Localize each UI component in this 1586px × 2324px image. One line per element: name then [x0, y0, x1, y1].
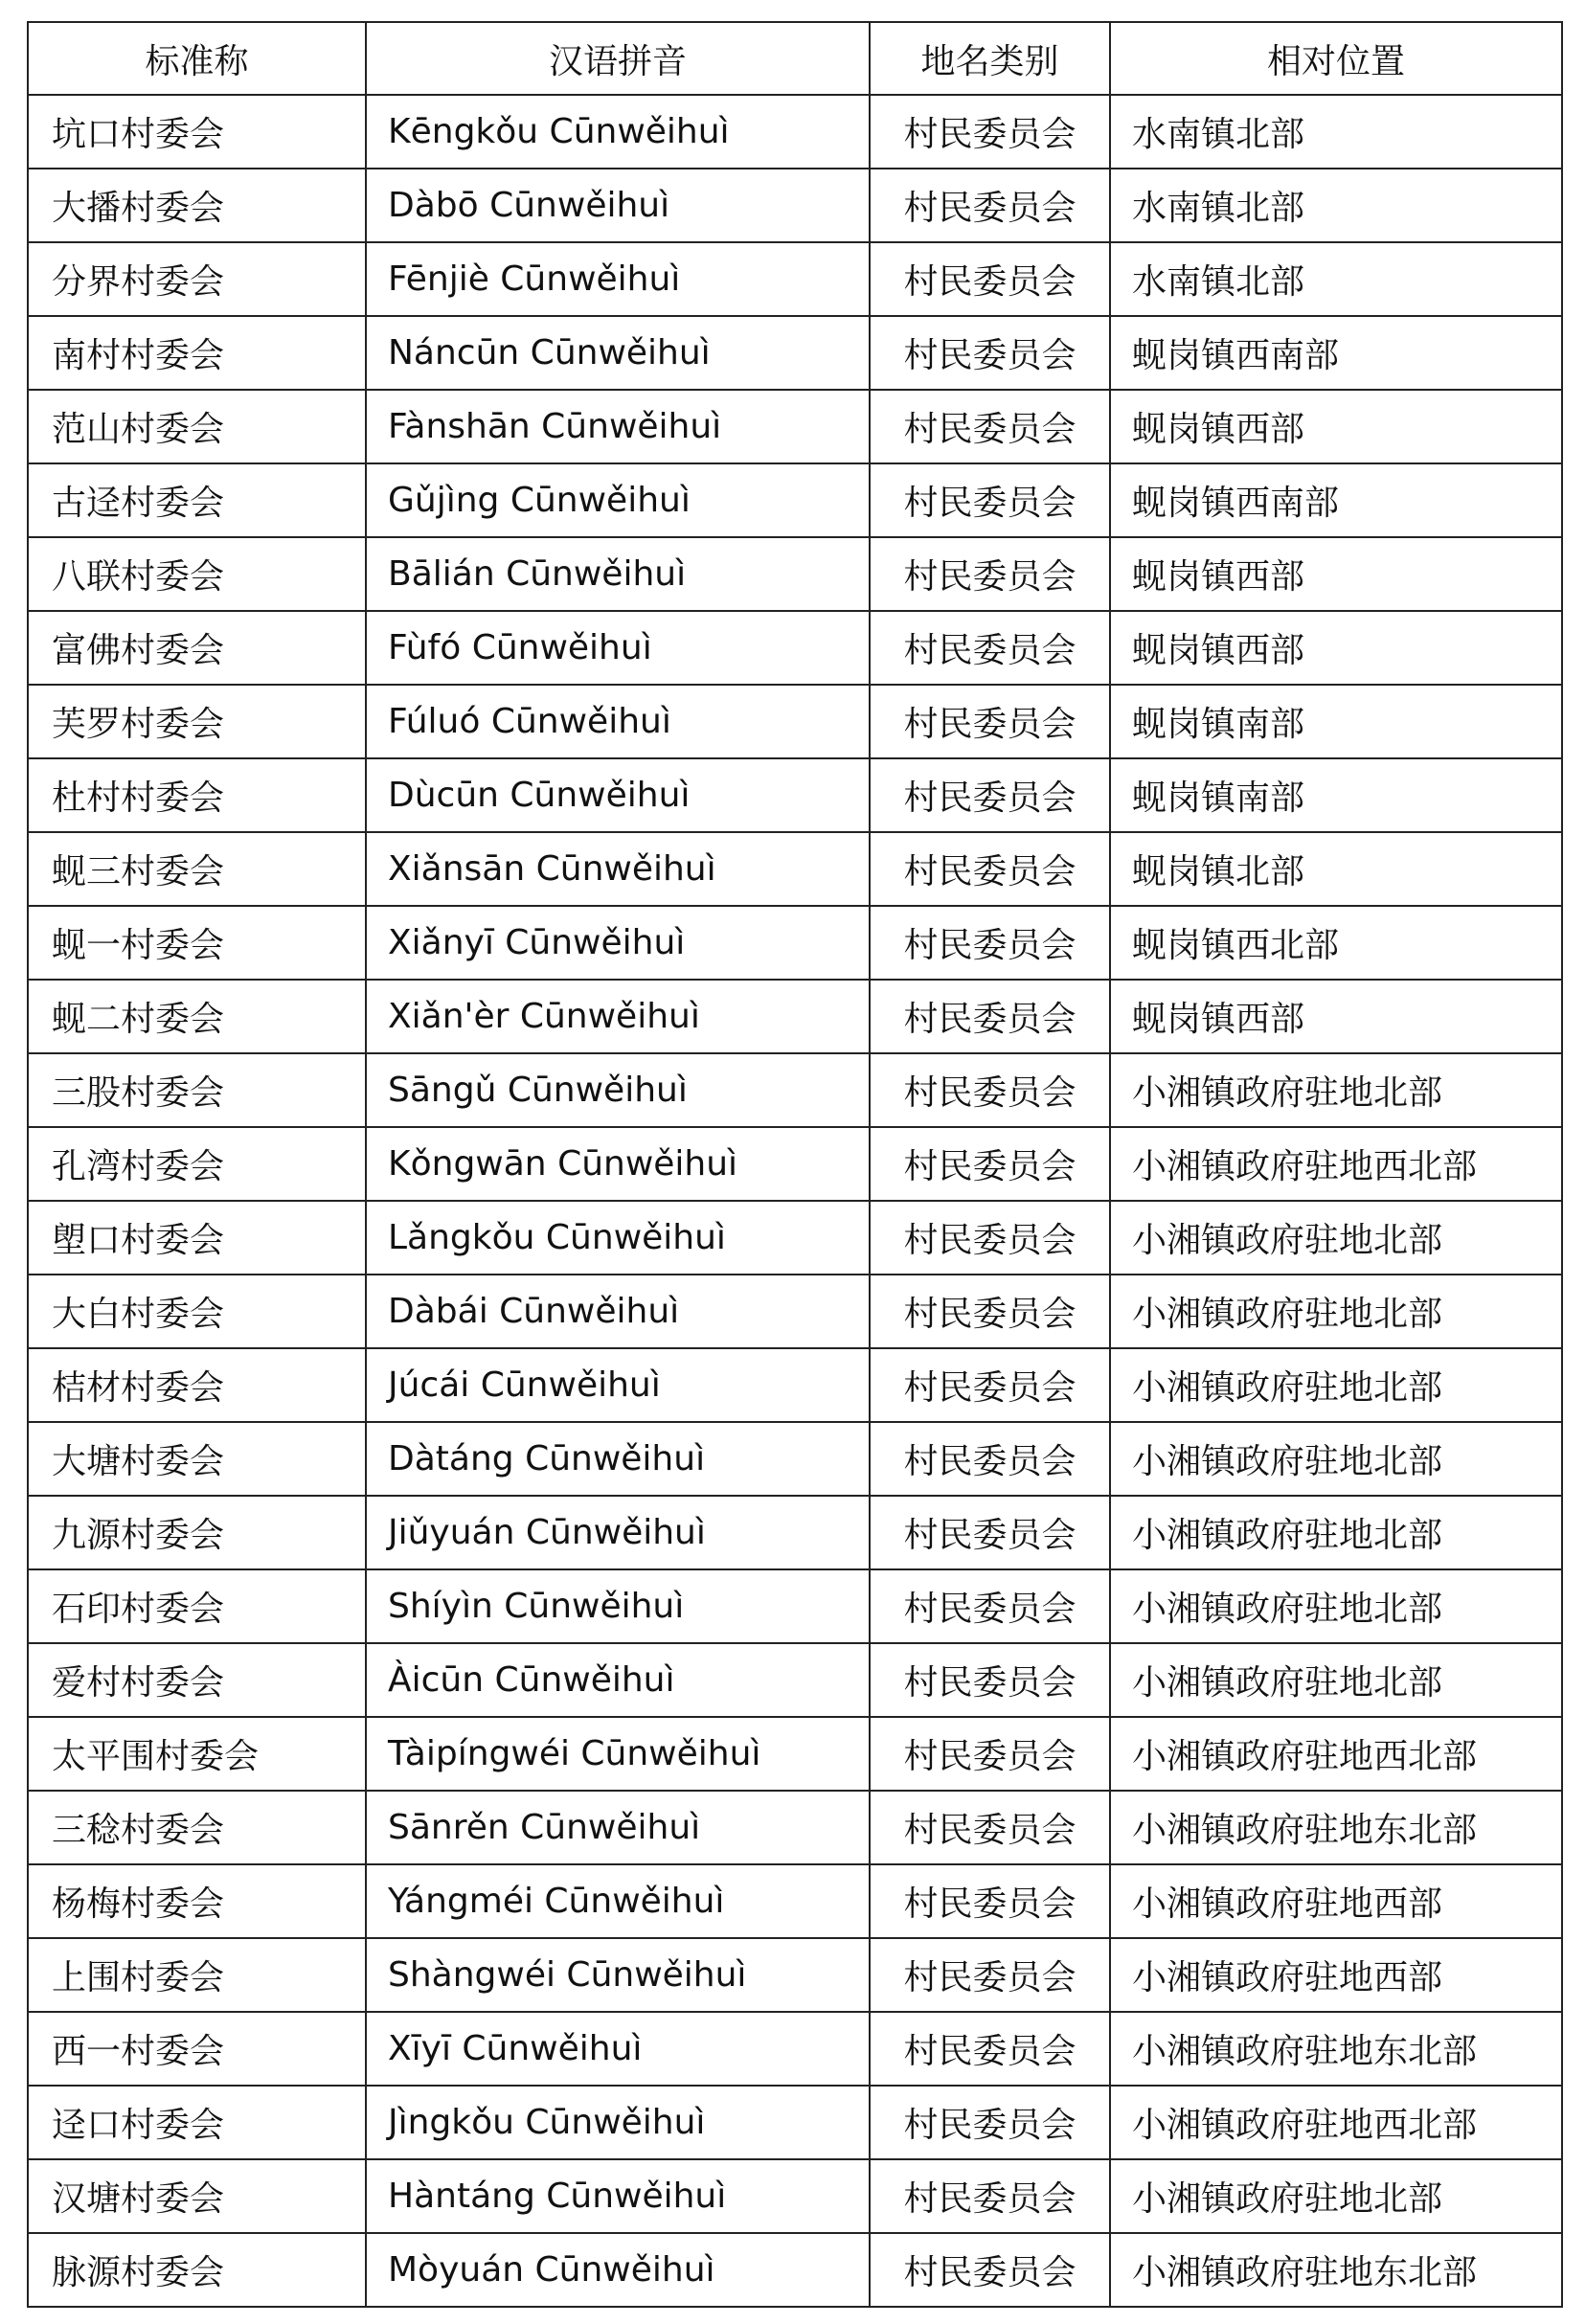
cell-pinyin: Gǔjìng Cūnwěihuì	[366, 463, 870, 537]
cell-relative-position: 小湘镇政府驻地北部	[1110, 1348, 1562, 1422]
cell-standard-name: 上围村委会	[28, 1938, 366, 2012]
cell-pinyin: Náncūn Cūnwěihuì	[366, 316, 870, 390]
cell-pinyin: Fùfó Cūnwěihuì	[366, 611, 870, 685]
cell-category: 村民委员会	[870, 1864, 1110, 1938]
table-row	[28, 1864, 1562, 1938]
cell-standard-name: 三股村委会	[28, 1053, 366, 1127]
cell-category: 村民委员会	[870, 463, 1110, 537]
cell-pinyin: Kēngkǒu Cūnwěihuì	[366, 95, 870, 169]
cell-relative-position: 小湘镇政府驻地北部	[1110, 1053, 1562, 1127]
cell-category: 村民委员会	[870, 2012, 1110, 2086]
cell-category: 村民委员会	[870, 685, 1110, 758]
table-row	[28, 685, 1562, 758]
table-row	[28, 1348, 1562, 1422]
cell-pinyin: Àicūn Cūnwěihuì	[366, 1643, 870, 1717]
table-row	[28, 2012, 1562, 2086]
cell-standard-name: 富佛村委会	[28, 611, 366, 685]
cell-pinyin: Tàipíngwéi Cūnwěihuì	[366, 1717, 870, 1791]
cell-pinyin: Fànshān Cūnwěihuì	[366, 390, 870, 463]
cell-pinyin: Fúluó Cūnwěihuì	[366, 685, 870, 758]
cell-relative-position: 蚬岗镇西北部	[1110, 906, 1562, 980]
table-row	[28, 906, 1562, 980]
cell-standard-name: 迳口村委会	[28, 2086, 366, 2159]
cell-category: 村民委员会	[870, 316, 1110, 390]
cell-pinyin: Yángméi Cūnwěihuì	[366, 1864, 870, 1938]
cell-standard-name: 太平围村委会	[28, 1717, 366, 1791]
cell-category: 村民委员会	[870, 242, 1110, 316]
table-row	[28, 95, 1562, 169]
table-row	[28, 832, 1562, 906]
cell-relative-position: 小湘镇政府驻地西北部	[1110, 1127, 1562, 1201]
cell-standard-name: 脉源村委会	[28, 2233, 366, 2307]
cell-relative-position: 蚬岗镇西部	[1110, 537, 1562, 611]
table-row	[28, 1422, 1562, 1496]
cell-pinyin: Sāngǔ Cūnwěihuì	[366, 1053, 870, 1127]
cell-pinyin: Xīyī Cūnwěihuì	[366, 2012, 870, 2086]
cell-relative-position: 小湘镇政府驻地东北部	[1110, 2012, 1562, 2086]
cell-relative-position: 小湘镇政府驻地北部	[1110, 1496, 1562, 1569]
cell-category: 村民委员会	[870, 1791, 1110, 1864]
cell-relative-position: 小湘镇政府驻地北部	[1110, 1569, 1562, 1643]
cell-relative-position: 水南镇北部	[1110, 95, 1562, 169]
cell-pinyin: Mòyuán Cūnwěihuì	[366, 2233, 870, 2307]
table-row	[28, 1938, 1562, 2012]
cell-category: 村民委员会	[870, 1496, 1110, 1569]
table-row	[28, 242, 1562, 316]
cell-category: 村民委员会	[870, 1348, 1110, 1422]
cell-category: 村民委员会	[870, 1127, 1110, 1201]
cell-pinyin: Dàtáng Cūnwěihuì	[366, 1422, 870, 1496]
header-relative-position: 相对位置	[1110, 22, 1562, 95]
table-row	[28, 463, 1562, 537]
table-row	[28, 1496, 1562, 1569]
cell-category: 村民委员会	[870, 1643, 1110, 1717]
cell-relative-position: 小湘镇政府驻地北部	[1110, 1201, 1562, 1275]
cell-pinyin: Kǒngwān Cūnwěihuì	[366, 1127, 870, 1201]
header-category: 地名类别	[870, 22, 1110, 95]
cell-standard-name: 三稔村委会	[28, 1791, 366, 1864]
table-row	[28, 1201, 1562, 1275]
table-row	[28, 1643, 1562, 1717]
cell-standard-name: 范山村委会	[28, 390, 366, 463]
cell-relative-position: 蚬岗镇西南部	[1110, 316, 1562, 390]
cell-relative-position: 小湘镇政府驻地西部	[1110, 1864, 1562, 1938]
table-row	[28, 2086, 1562, 2159]
table-body	[28, 95, 1562, 2307]
cell-category: 村民委员会	[870, 2159, 1110, 2233]
cell-standard-name: 大塘村委会	[28, 1422, 366, 1496]
cell-relative-position: 蚬岗镇西南部	[1110, 463, 1562, 537]
cell-category: 村民委员会	[870, 980, 1110, 1053]
place-name-table	[27, 21, 1563, 2308]
cell-pinyin: Dàbái Cūnwěihuì	[366, 1275, 870, 1348]
cell-pinyin: Lǎngkǒu Cūnwěihuì	[366, 1201, 870, 1275]
cell-category: 村民委员会	[870, 906, 1110, 980]
cell-standard-name: 孔湾村委会	[28, 1127, 366, 1201]
cell-standard-name: 大白村委会	[28, 1275, 366, 1348]
cell-category: 村民委员会	[870, 2233, 1110, 2307]
cell-pinyin: Shàngwéi Cūnwěihuì	[366, 1938, 870, 2012]
cell-category: 村民委员会	[870, 1275, 1110, 1348]
cell-relative-position: 蚬岗镇西部	[1110, 611, 1562, 685]
cell-relative-position: 蚬岗镇南部	[1110, 758, 1562, 832]
cell-relative-position: 小湘镇政府驻地北部	[1110, 1275, 1562, 1348]
cell-pinyin: Fēnjiè Cūnwěihuì	[366, 242, 870, 316]
cell-relative-position: 小湘镇政府驻地东北部	[1110, 1791, 1562, 1864]
cell-pinyin: Shíyìn Cūnwěihuì	[366, 1569, 870, 1643]
cell-relative-position: 小湘镇政府驻地西北部	[1110, 1717, 1562, 1791]
cell-relative-position: 小湘镇政府驻地西北部	[1110, 2086, 1562, 2159]
cell-category: 村民委员会	[870, 758, 1110, 832]
table-row	[28, 1791, 1562, 1864]
cell-relative-position: 小湘镇政府驻地北部	[1110, 2159, 1562, 2233]
cell-category: 村民委员会	[870, 169, 1110, 242]
cell-standard-name: 塱口村委会	[28, 1201, 366, 1275]
table-row	[28, 1275, 1562, 1348]
cell-pinyin: Xiǎn'èr Cūnwěihuì	[366, 980, 870, 1053]
cell-category: 村民委员会	[870, 1938, 1110, 2012]
table-row	[28, 758, 1562, 832]
cell-relative-position: 蚬岗镇西部	[1110, 980, 1562, 1053]
cell-category: 村民委员会	[870, 2086, 1110, 2159]
header-row	[28, 22, 1562, 95]
cell-pinyin: Xiǎnsān Cūnwěihuì	[366, 832, 870, 906]
cell-pinyin: Bālián Cūnwěihuì	[366, 537, 870, 611]
cell-category: 村民委员会	[870, 1717, 1110, 1791]
cell-pinyin: Jiǔyuán Cūnwěihuì	[366, 1496, 870, 1569]
cell-category: 村民委员会	[870, 1569, 1110, 1643]
cell-standard-name: 蚬三村委会	[28, 832, 366, 906]
cell-standard-name: 坑口村委会	[28, 95, 366, 169]
cell-standard-name: 杜村村委会	[28, 758, 366, 832]
cell-standard-name: 石印村委会	[28, 1569, 366, 1643]
table-row	[28, 2159, 1562, 2233]
cell-standard-name: 芙罗村委会	[28, 685, 366, 758]
cell-category: 村民委员会	[870, 611, 1110, 685]
cell-pinyin: Jìngkǒu Cūnwěihuì	[366, 2086, 870, 2159]
cell-relative-position: 蚬岗镇北部	[1110, 832, 1562, 906]
cell-standard-name: 爱村村委会	[28, 1643, 366, 1717]
cell-pinyin: Dàbō Cūnwěihuì	[366, 169, 870, 242]
cell-standard-name: 古迳村委会	[28, 463, 366, 537]
cell-category: 村民委员会	[870, 1201, 1110, 1275]
table-row	[28, 611, 1562, 685]
header-pinyin: 汉语拼音	[366, 22, 870, 95]
cell-relative-position: 小湘镇政府驻地东北部	[1110, 2233, 1562, 2307]
cell-standard-name: 蚬一村委会	[28, 906, 366, 980]
place-name-table-container	[27, 21, 1561, 2308]
table-row	[28, 980, 1562, 1053]
cell-pinyin: Dùcūn Cūnwěihuì	[366, 758, 870, 832]
cell-standard-name: 杨梅村委会	[28, 1864, 366, 1938]
table-row	[28, 1717, 1562, 1791]
table-row	[28, 2233, 1562, 2307]
cell-category: 村民委员会	[870, 832, 1110, 906]
cell-relative-position: 水南镇北部	[1110, 242, 1562, 316]
header-standard-name: 标准称	[28, 22, 366, 95]
cell-pinyin: Sānrěn Cūnwěihuì	[366, 1791, 870, 1864]
table-row	[28, 316, 1562, 390]
cell-category: 村民委员会	[870, 95, 1110, 169]
cell-pinyin: Hàntáng Cūnwěihuì	[366, 2159, 870, 2233]
cell-category: 村民委员会	[870, 1422, 1110, 1496]
cell-relative-position: 蚬岗镇南部	[1110, 685, 1562, 758]
cell-standard-name: 八联村委会	[28, 537, 366, 611]
cell-category: 村民委员会	[870, 537, 1110, 611]
cell-standard-name: 汉塘村委会	[28, 2159, 366, 2233]
cell-standard-name: 分界村委会	[28, 242, 366, 316]
table-row	[28, 1569, 1562, 1643]
table-row	[28, 537, 1562, 611]
table-row	[28, 1127, 1562, 1201]
cell-category: 村民委员会	[870, 1053, 1110, 1127]
cell-standard-name: 大播村委会	[28, 169, 366, 242]
table-header	[28, 22, 1562, 95]
cell-pinyin: Júcái Cūnwěihuì	[366, 1348, 870, 1422]
cell-standard-name: 九源村委会	[28, 1496, 366, 1569]
cell-standard-name: 桔材村委会	[28, 1348, 366, 1422]
cell-standard-name: 西一村委会	[28, 2012, 366, 2086]
cell-relative-position: 小湘镇政府驻地西部	[1110, 1938, 1562, 2012]
cell-relative-position: 水南镇北部	[1110, 169, 1562, 242]
cell-relative-position: 蚬岗镇西部	[1110, 390, 1562, 463]
cell-standard-name: 蚬二村委会	[28, 980, 366, 1053]
table-row	[28, 390, 1562, 463]
cell-relative-position: 小湘镇政府驻地北部	[1110, 1422, 1562, 1496]
cell-relative-position: 小湘镇政府驻地北部	[1110, 1643, 1562, 1717]
cell-standard-name: 南村村委会	[28, 316, 366, 390]
table-row	[28, 1053, 1562, 1127]
cell-category: 村民委员会	[870, 390, 1110, 463]
table-row	[28, 169, 1562, 242]
cell-pinyin: Xiǎnyī Cūnwěihuì	[366, 906, 870, 980]
